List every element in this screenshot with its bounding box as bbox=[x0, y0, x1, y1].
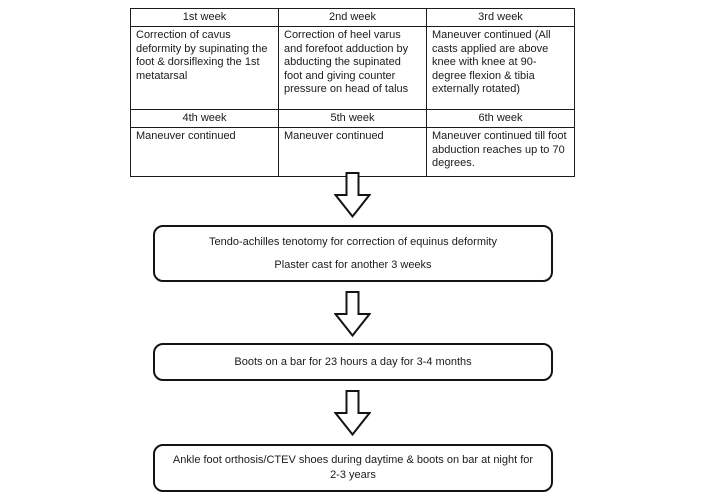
week-content-cell: Maneuver continued bbox=[131, 128, 279, 177]
down-arrow-icon bbox=[334, 172, 371, 218]
week-content-cell: Maneuver continued till foot abduction reaches up to 70 degrees. bbox=[427, 128, 575, 177]
week-content-cell: Maneuver continued (All casts applied are above knee with knee at 90-degree flexion & tibia externally rotated) bbox=[427, 27, 575, 110]
week-header-cell: 2nd week bbox=[279, 9, 427, 27]
week-header-cell: 1st week bbox=[131, 9, 279, 27]
down-arrow-icon bbox=[334, 291, 371, 337]
week-content-row bbox=[131, 27, 575, 110]
orthosis-step-box bbox=[153, 444, 553, 492]
boots-on-bar-step-box bbox=[153, 343, 553, 381]
treatment-week-table bbox=[130, 8, 575, 177]
week-content-cell: Correction of cavus deformity by supinating the foot & dorsiflexing the 1st metatarsal bbox=[131, 27, 279, 110]
week-header-cell: 6th week bbox=[427, 110, 575, 128]
week-header-row bbox=[131, 110, 575, 128]
week-header-cell: 5th week bbox=[279, 110, 427, 128]
flow-box-line: Tendo-achilles tenotomy for correction of equinus deformity bbox=[209, 235, 497, 248]
down-arrow-icon bbox=[334, 390, 371, 436]
flow-box-line: Ankle foot orthosis/CTEV shoes during daytime & boots on bar at night for 2-3 years bbox=[172, 454, 534, 481]
flow-box-line: Boots on a bar for 23 hours a day for 3-4 months bbox=[234, 355, 472, 368]
week-content-row bbox=[131, 128, 575, 177]
week-header-row bbox=[131, 9, 575, 27]
tenotomy-step-box bbox=[153, 225, 553, 282]
week-header-cell: 4th week bbox=[131, 110, 279, 128]
week-content-cell: Correction of heel varus and forefoot adduction by abducting the supinated foot and giving counter pressure on head of talus bbox=[279, 27, 427, 110]
week-header-cell: 3rd week bbox=[427, 9, 575, 27]
flow-box-line: Plaster cast for another 3 weeks bbox=[274, 258, 432, 271]
week-content-cell: Maneuver continued bbox=[279, 128, 427, 177]
